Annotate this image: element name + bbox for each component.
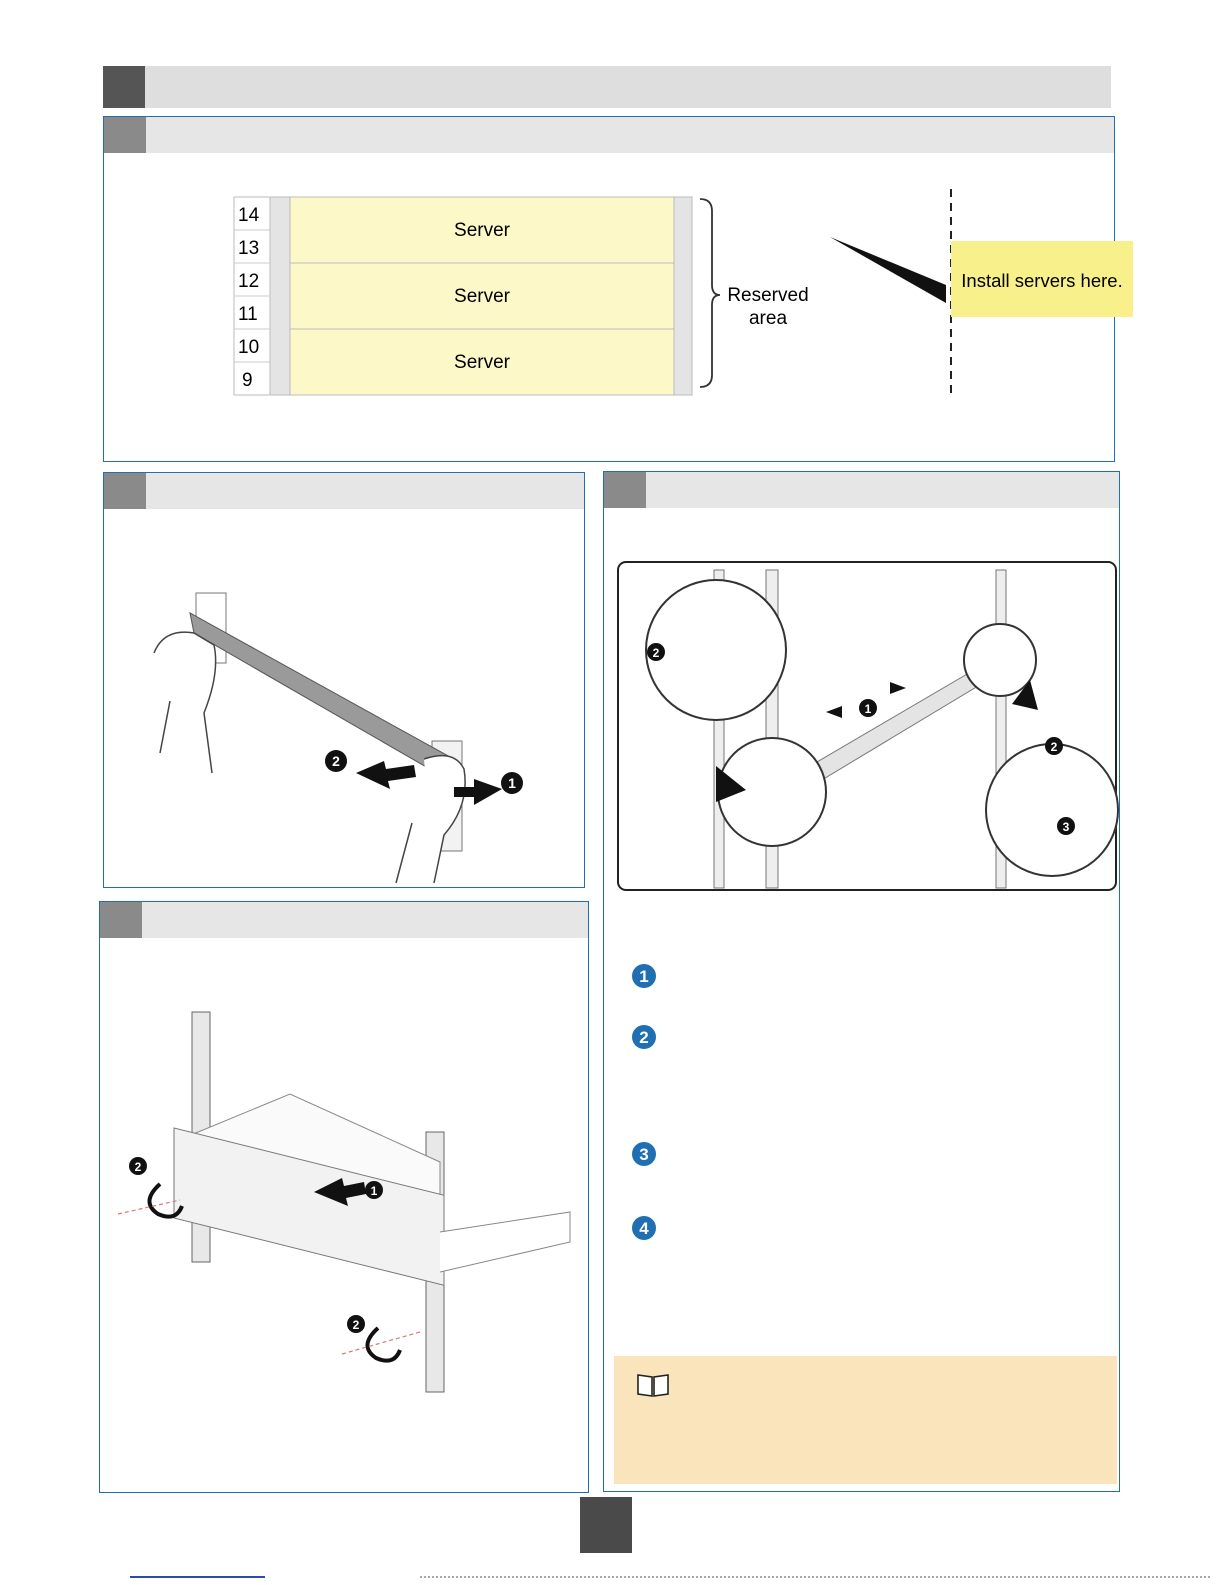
server-label: Server xyxy=(454,220,510,241)
header-square xyxy=(103,66,145,108)
step-badge xyxy=(632,1142,656,1166)
svg-text:4: 4 xyxy=(639,1219,649,1238)
book-icon xyxy=(636,1372,670,1398)
panel-rack-space xyxy=(103,116,1123,462)
step-marker: 2 xyxy=(1050,740,1058,754)
step-marker: 2 xyxy=(332,753,340,769)
u-label: 12 xyxy=(238,271,260,292)
server-install-figure xyxy=(110,1002,580,1482)
panel-header xyxy=(100,902,588,938)
svg-text:1: 1 xyxy=(639,967,649,986)
step-marker: 3 xyxy=(1062,820,1070,834)
rail-install-figure xyxy=(616,560,1118,894)
panel-header xyxy=(104,117,1114,153)
panel-remove-filler xyxy=(103,472,585,888)
panel-header xyxy=(604,472,1119,508)
step-marker: 2 xyxy=(652,646,660,660)
u-label: 10 xyxy=(238,337,260,358)
page-header-bar xyxy=(103,66,1111,108)
note-box xyxy=(614,1356,1117,1484)
panel-install-rails xyxy=(603,471,1120,1492)
step-badge xyxy=(632,964,656,988)
server-label: Server xyxy=(454,352,510,373)
filler-removal-figure xyxy=(124,573,564,889)
svg-text:2: 2 xyxy=(639,1028,649,1047)
step-badge xyxy=(632,1216,656,1240)
server-label: Server xyxy=(454,286,510,307)
reserved-label: Reserved xyxy=(727,285,809,306)
step-marker: 1 xyxy=(508,775,516,791)
step-marker: 2 xyxy=(352,1318,360,1332)
callout-text: Install servers here. xyxy=(961,270,1123,291)
page-number-block xyxy=(580,1497,632,1553)
panel-header xyxy=(104,473,584,509)
u-label: 14 xyxy=(238,205,260,226)
u-label: 11 xyxy=(238,304,258,325)
u-label: 13 xyxy=(238,238,260,259)
svg-text:3: 3 xyxy=(639,1145,649,1164)
step-marker: 1 xyxy=(370,1184,378,1198)
footer-line xyxy=(0,1570,1225,1585)
step-marker: 2 xyxy=(134,1160,142,1174)
panel-install-server xyxy=(99,901,589,1493)
rack-space-figure xyxy=(224,189,1123,399)
step-marker: 1 xyxy=(864,702,872,716)
step-badge xyxy=(632,1025,656,1049)
u-label: 9 xyxy=(242,370,253,391)
reserved-label: area xyxy=(748,308,788,329)
